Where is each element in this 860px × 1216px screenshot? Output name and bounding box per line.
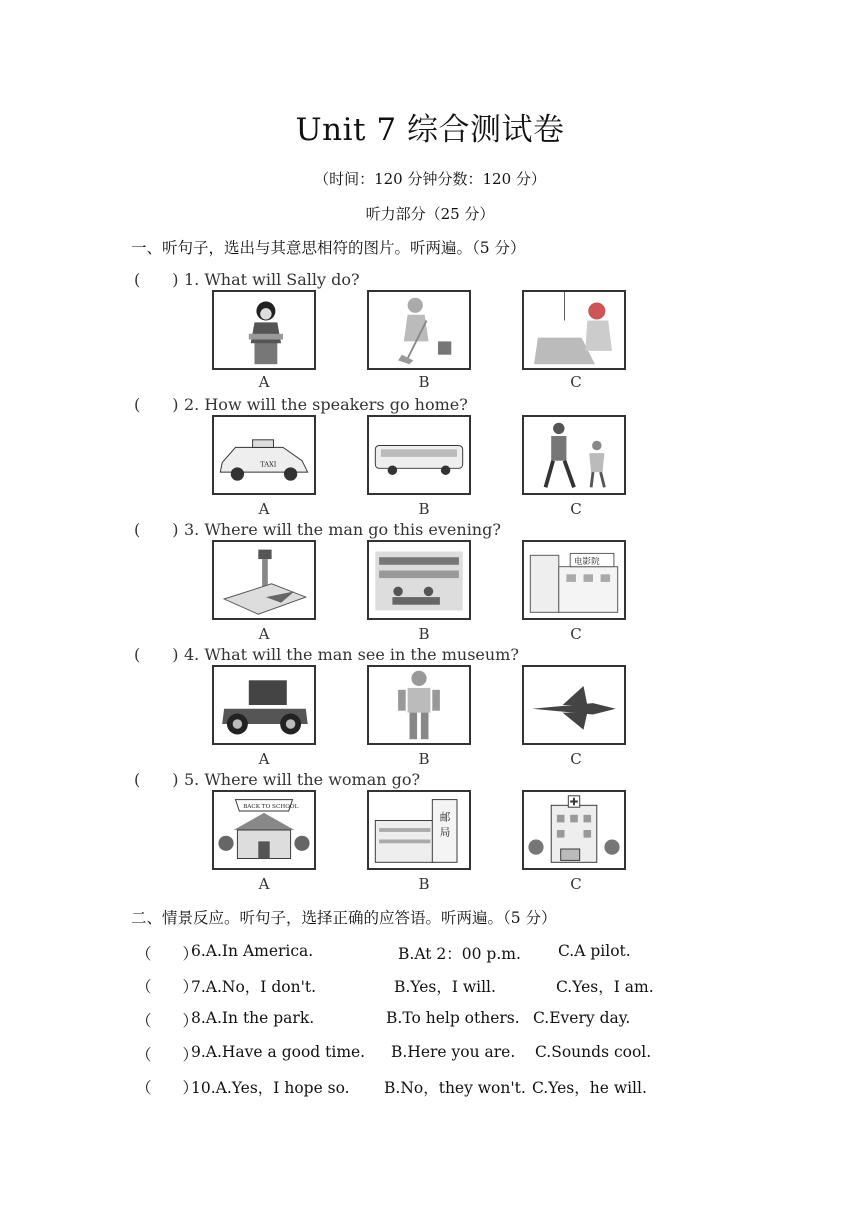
bus-icon[interactable] <box>367 415 471 495</box>
answer-blank[interactable]: ( ) <box>134 520 179 539</box>
option-label: A <box>258 500 270 518</box>
section2-heading: 二、情景反应。听句子，选择正确的应答语。听两遍。（5 分） <box>131 909 557 927</box>
airport-icon[interactable] <box>212 540 316 620</box>
option-a: 9.A.Have a good time. <box>191 1043 366 1061</box>
cinema-icon[interactable] <box>522 540 626 620</box>
option-b: B.To help others. <box>386 1009 520 1027</box>
option-label: B <box>418 373 430 391</box>
walking-people-icon[interactable] <box>522 415 626 495</box>
question-text: 1. What will Sally do? <box>184 270 360 289</box>
option-label: A <box>258 625 270 643</box>
question-2 <box>134 392 468 415</box>
option-c: C.A pilot. <box>558 942 631 960</box>
answer-blank[interactable]: （ ） <box>136 978 199 996</box>
exam-meta: （时间：120 分钟分数：120 分） <box>314 170 546 188</box>
option-c: C.Yes，I am. <box>556 978 654 996</box>
option-label: B <box>418 500 430 518</box>
option-label: C <box>570 625 582 643</box>
page-title: Unit 7 综合测试卷 <box>295 112 565 148</box>
taxi-icon[interactable] <box>212 415 316 495</box>
listening-header: 听力部分（25 分） <box>365 205 495 223</box>
question-4 <box>134 642 519 665</box>
school-banner: BACK TO SCHOOL <box>243 804 299 811</box>
answer-blank[interactable]: （ ） <box>136 1079 199 1097</box>
option-a: 8.A.In the park. <box>191 1009 315 1027</box>
option-b: B.At 2：00 p.m. <box>398 945 521 963</box>
question-text: 4. What will the man see in the museum? <box>184 645 519 664</box>
option-label: A <box>258 875 270 893</box>
option-label: B <box>418 625 430 643</box>
post-office-icon[interactable] <box>367 790 471 870</box>
hospital-icon[interactable] <box>522 790 626 870</box>
option-c: C.Yes，he will. <box>532 1079 647 1097</box>
question-1 <box>134 267 360 290</box>
option-b: B.Here you are. <box>391 1043 516 1061</box>
option-label: C <box>570 500 582 518</box>
section1-heading: 一、听句子，选出与其意思相符的图片。听两遍。（5 分） <box>131 239 526 257</box>
answer-blank[interactable]: （ ） <box>136 1046 199 1064</box>
question-text: 2. How will the speakers go home? <box>184 395 468 414</box>
answer-blank[interactable]: ( ) <box>134 770 179 789</box>
option-label: A <box>258 373 270 391</box>
option-a: 7.A.No，I don't. <box>191 978 317 996</box>
option-label: C <box>570 875 582 893</box>
girl-washing-dishes-icon[interactable] <box>522 290 626 370</box>
question-text: 3. Where will the man go this evening? <box>184 520 501 539</box>
option-label: C <box>570 373 582 391</box>
girl-sweeping-icon[interactable] <box>367 290 471 370</box>
taxi-sign: TAXI <box>260 460 277 469</box>
option-label: A <box>258 750 270 768</box>
option-b: B.Yes，I will. <box>394 978 496 996</box>
answer-blank[interactable]: ( ) <box>134 270 179 289</box>
answer-blank[interactable]: （ ） <box>136 1012 199 1030</box>
answer-blank[interactable]: ( ) <box>134 395 179 414</box>
option-label: C <box>570 750 582 768</box>
option-label: B <box>418 750 430 768</box>
answer-blank[interactable]: ( ) <box>134 645 179 664</box>
robot-icon[interactable] <box>367 665 471 745</box>
option-c: C.Every day. <box>533 1009 631 1027</box>
option-a: 10.A.Yes，I hope so. <box>191 1079 350 1097</box>
question-5 <box>134 767 420 790</box>
library-icon[interactable] <box>367 540 471 620</box>
question-3 <box>134 517 501 540</box>
question-text: 5. Where will the woman go? <box>184 770 421 789</box>
girl-cooking-icon[interactable] <box>212 290 316 370</box>
answer-blank[interactable]: （ ） <box>136 945 199 963</box>
post-sign-2: 局 <box>439 826 451 839</box>
jet-plane-icon[interactable] <box>522 665 626 745</box>
old-car-icon[interactable] <box>212 665 316 745</box>
option-b: B.No，they won't. <box>384 1079 526 1097</box>
option-c: C.Sounds cool. <box>535 1043 652 1061</box>
post-sign-1: 邮 <box>439 811 451 824</box>
cinema-sign: 电影院 <box>574 556 600 567</box>
option-label: B <box>418 875 430 893</box>
option-a: 6.A.In America. <box>191 942 314 960</box>
school-icon[interactable] <box>212 790 316 870</box>
